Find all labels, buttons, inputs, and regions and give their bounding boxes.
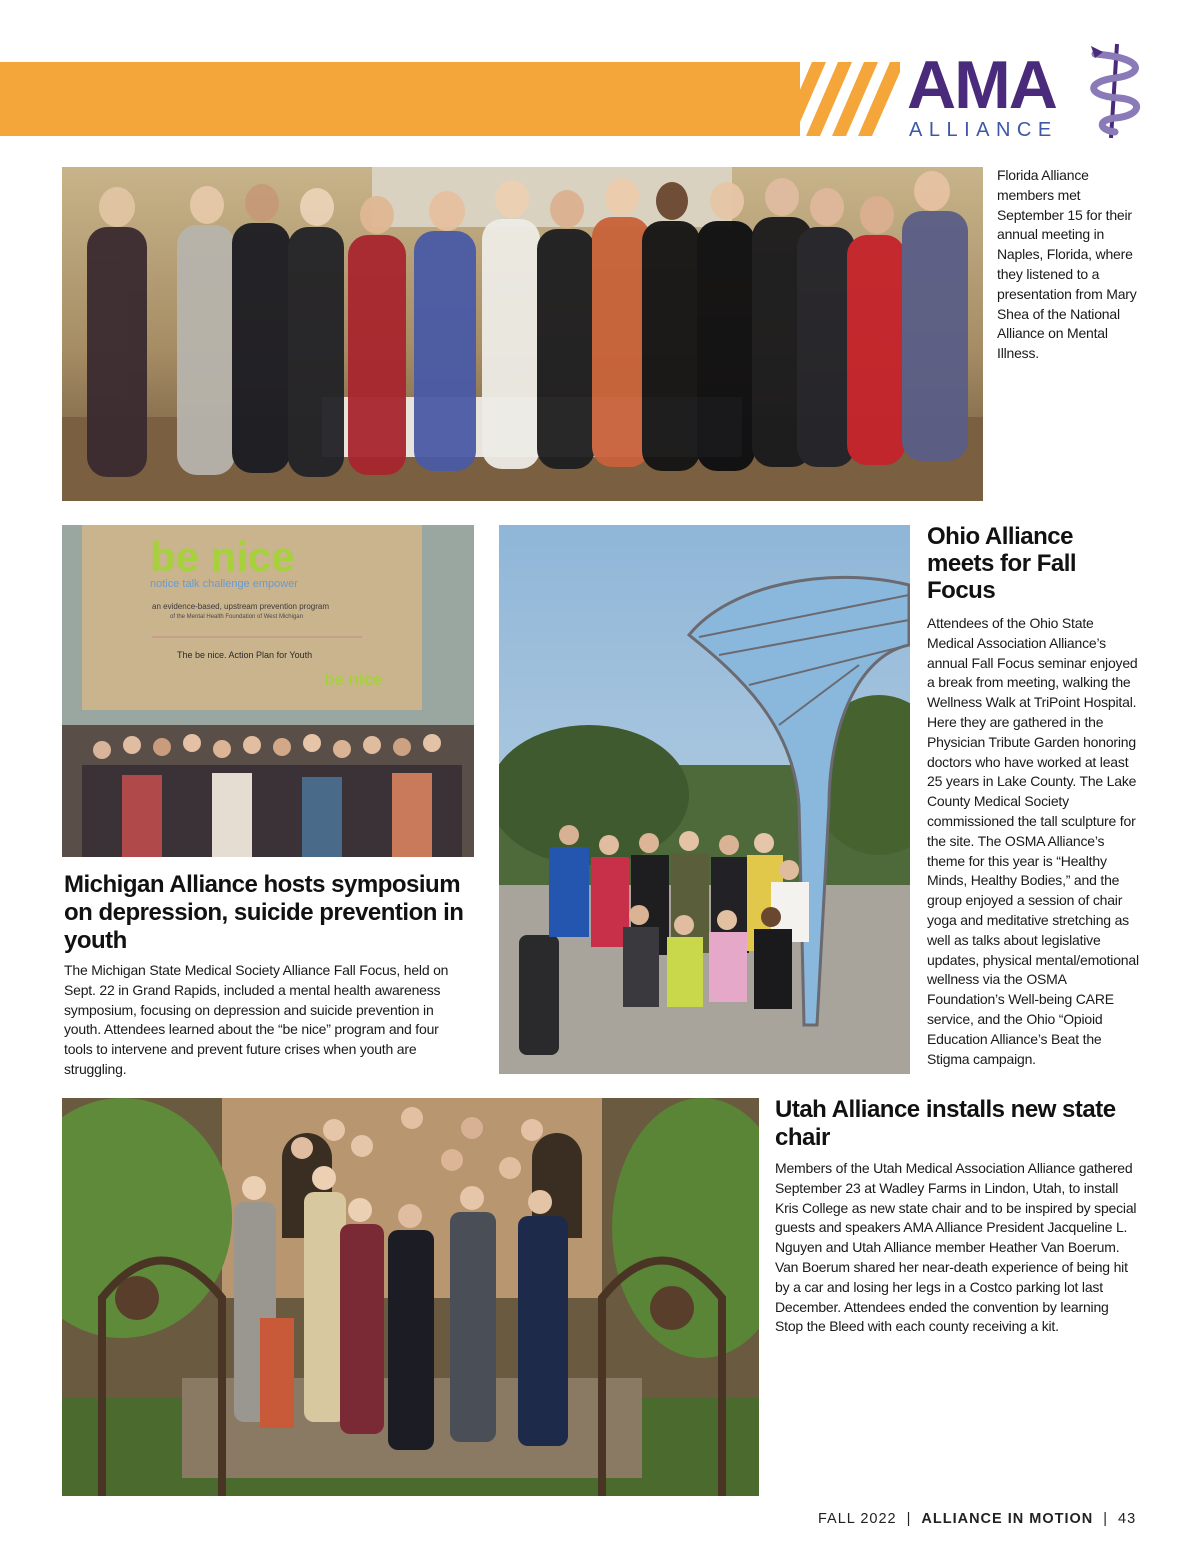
ohio-group-photo bbox=[499, 525, 910, 1074]
header-band bbox=[0, 62, 800, 136]
michigan-group-photo bbox=[62, 525, 474, 857]
florida-group-photo bbox=[62, 167, 983, 501]
header-stripes bbox=[760, 62, 900, 136]
slide-corner-logo: be nice bbox=[324, 670, 383, 689]
slide-tagline: notice talk challenge empower bbox=[150, 578, 298, 590]
slide-org: of the Mental Health Foundation of West Michigan bbox=[170, 614, 303, 620]
utah-headline: Utah Alliance installs new state chair bbox=[775, 1096, 1116, 1151]
logo-subtitle: ALLIANCE bbox=[909, 119, 1058, 140]
slide-plan: The be nice. Action Plan for Youth bbox=[177, 650, 313, 660]
page-footer bbox=[818, 1511, 1140, 1527]
utah-body: Members of the Utah Medical Association Alliance gathered September 23 at Wadley Farms in Lindon, Utah, to install Kris College as new state chair and to be inspired by special guests and speakers AMA Alliance President Jacqueline L. Nguyen and Utah Alliance member Heather Van Boerum. Van Boerum shared her near-death experience of being hit by a car and losing her legs in a Costco parking lot last December. Attendees ended the convention by learning Stop the Bleed with each county receiving a kit. bbox=[775, 1160, 1137, 1335]
michigan-body: The Michigan State Medical Society Alliance Fall Focus, held on Sept. 22 in Grand Rapids, included a mental health awareness symposium, focusing on depression and suicide prevention in youth. Attendees learned about the “be nice” program and four tools to intervene and prevent future crises when youth are struggling. bbox=[64, 962, 449, 1077]
slide-title: be nice bbox=[150, 533, 295, 580]
ohio-headline: Ohio Alliance meets for Fall Focus bbox=[927, 523, 1077, 604]
footer-separator: | bbox=[906, 1511, 912, 1527]
florida-caption: Florida Alliance members met September 15 for their annual meeting in Naples, Florida, where they listened to a presentation from Mary Shea of the National Alliance on Mental Illness. bbox=[997, 167, 1137, 362]
footer-publication: ALLIANCE IN MOTION bbox=[921, 1511, 1094, 1527]
footer-issue: FALL 2022 bbox=[818, 1511, 897, 1527]
michigan-headline: Michigan Alliance hosts symposium on depression, suicide prevention in youth bbox=[64, 871, 464, 954]
staff-of-asclepius-icon bbox=[1091, 44, 1137, 138]
slide-subtitle: an evidence-based, upstream prevention program bbox=[152, 602, 329, 611]
page-number: 43 bbox=[1118, 1511, 1137, 1527]
footer-separator-2: | bbox=[1103, 1511, 1109, 1527]
logo-wordmark: AMA bbox=[907, 47, 1056, 123]
ama-alliance-logo bbox=[905, 40, 1145, 140]
ohio-body: Attendees of the Ohio State Medical Association Alliance’s annual Fall Focus seminar enjoyed a break from meeting, walking the Wellness Walk at TriPoint Hospital. Here they are gathered in the Physician Tribute Garden honoring doctors who have worked at least 25 years in Lake County. The Lake County Medical Society commissioned the tall sculpture for the site. The OSMA Alliance’s theme for this year is “Healthy Minds, Healthy Bodies,” and the group enjoyed a session of chair yoga and meditative stretching as well as talks about legislative updates, physical mental/emotional wellness via the OSMA Foundation’s Well-being CARE service, and the Ohio “Opioid Education Alliance’s Beat the Stigma campaign. bbox=[927, 615, 1139, 1067]
utah-group-photo bbox=[62, 1098, 759, 1496]
